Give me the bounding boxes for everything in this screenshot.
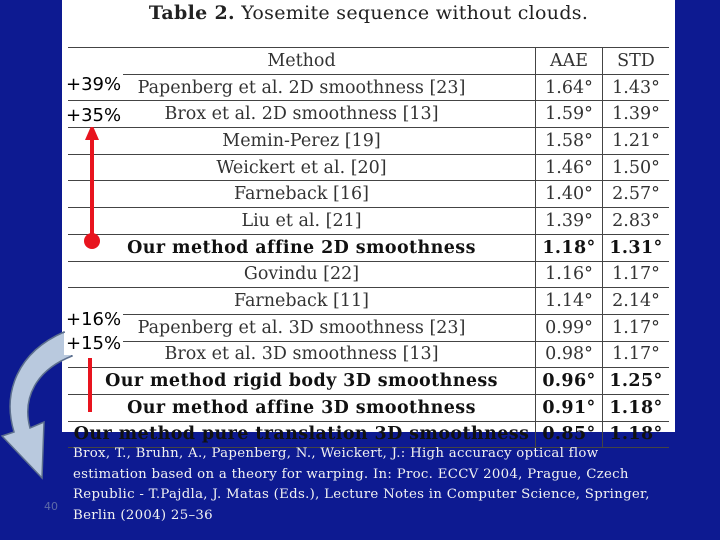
aae-cell: 0.85° <box>536 421 603 448</box>
method-cell: Weickert et al. [20] <box>68 154 536 181</box>
method-cell: Our method affine 2D smoothness <box>68 234 536 261</box>
method-cell: Memin-Perez [19] <box>68 128 536 155</box>
aae-cell: 1.14° <box>536 288 603 315</box>
std-cell: 2.14° <box>603 288 670 315</box>
std-cell: 1.39° <box>603 101 670 128</box>
std-cell: 1.21° <box>603 128 670 155</box>
method-cell: Papenberg et al. 3D smoothness [23] <box>68 314 536 341</box>
aae-cell: 1.64° <box>536 74 603 101</box>
method-cell: Papenberg et al. 2D smoothness [23] <box>68 74 536 101</box>
page-number: 40 <box>44 500 58 513</box>
aae-cell: 0.98° <box>536 341 603 368</box>
pct-label-16: +16% <box>66 309 122 330</box>
std-cell: 1.50° <box>603 154 670 181</box>
table-title-label: Table 2. <box>148 2 235 24</box>
pct-label-15: +15% <box>66 333 122 354</box>
std-cell: 1.17° <box>603 261 670 288</box>
aae-cell: 1.40° <box>536 181 603 208</box>
pct-label-39: +39% <box>66 74 122 95</box>
aae-cell: 0.96° <box>536 368 603 395</box>
aae-cell: 1.59° <box>536 101 603 128</box>
aae-cell: 1.58° <box>536 128 603 155</box>
std-cell: 1.18° <box>603 394 670 421</box>
red-arrow-dot <box>84 233 100 249</box>
method-cell: Brox et al. 3D smoothness [13] <box>68 341 536 368</box>
aae-cell: 0.91° <box>536 394 603 421</box>
method-cell: Farneback [11] <box>68 288 536 315</box>
std-cell: 2.57° <box>603 181 670 208</box>
std-cell: 1.17° <box>603 314 670 341</box>
aae-cell: 0.99° <box>536 314 603 341</box>
header-aae: AAE <box>536 48 603 75</box>
header-method: Method <box>68 48 536 75</box>
header-std: STD <box>603 48 670 75</box>
std-cell: 1.17° <box>603 341 670 368</box>
std-cell: 1.43° <box>603 74 670 101</box>
std-cell: 2.83° <box>603 208 670 235</box>
table-title-text: Yosemite sequence without clouds. <box>241 2 589 24</box>
curved-arrow-icon <box>2 332 72 478</box>
method-cell: Brox et al. 2D smoothness [13] <box>68 101 536 128</box>
reference-citation: Brox, T., Bruhn, A., Papenberg, N., Weickert, J.: High accuracy optical flow estimation based on a theory for warping. In: Proc. ECCV 2004, Prague, Czech Republic - T.Pajdla, J. Matas (Eds.), Lecture Notes in Computer Science, Springer, Berlin (2004) 25–36 <box>73 446 650 523</box>
std-cell: 1.25° <box>603 368 670 395</box>
std-cell: 1.31° <box>603 234 670 261</box>
method-cell: Govindu [22] <box>68 261 536 288</box>
aae-cell: 1.39° <box>536 208 603 235</box>
std-cell: 1.18° <box>603 421 670 448</box>
method-cell: Our method pure translation 3D smoothness <box>68 421 536 448</box>
aae-cell: 1.18° <box>536 234 603 261</box>
method-cell: Liu et al. [21] <box>68 208 536 235</box>
method-cell: Our method affine 3D smoothness <box>68 394 536 421</box>
aae-cell: 1.46° <box>536 154 603 181</box>
aae-cell: 1.16° <box>536 261 603 288</box>
method-cell: Farneback [16] <box>68 181 536 208</box>
method-cell: Our method rigid body 3D smoothness <box>68 368 536 395</box>
pct-label-35: +35% <box>66 105 122 126</box>
